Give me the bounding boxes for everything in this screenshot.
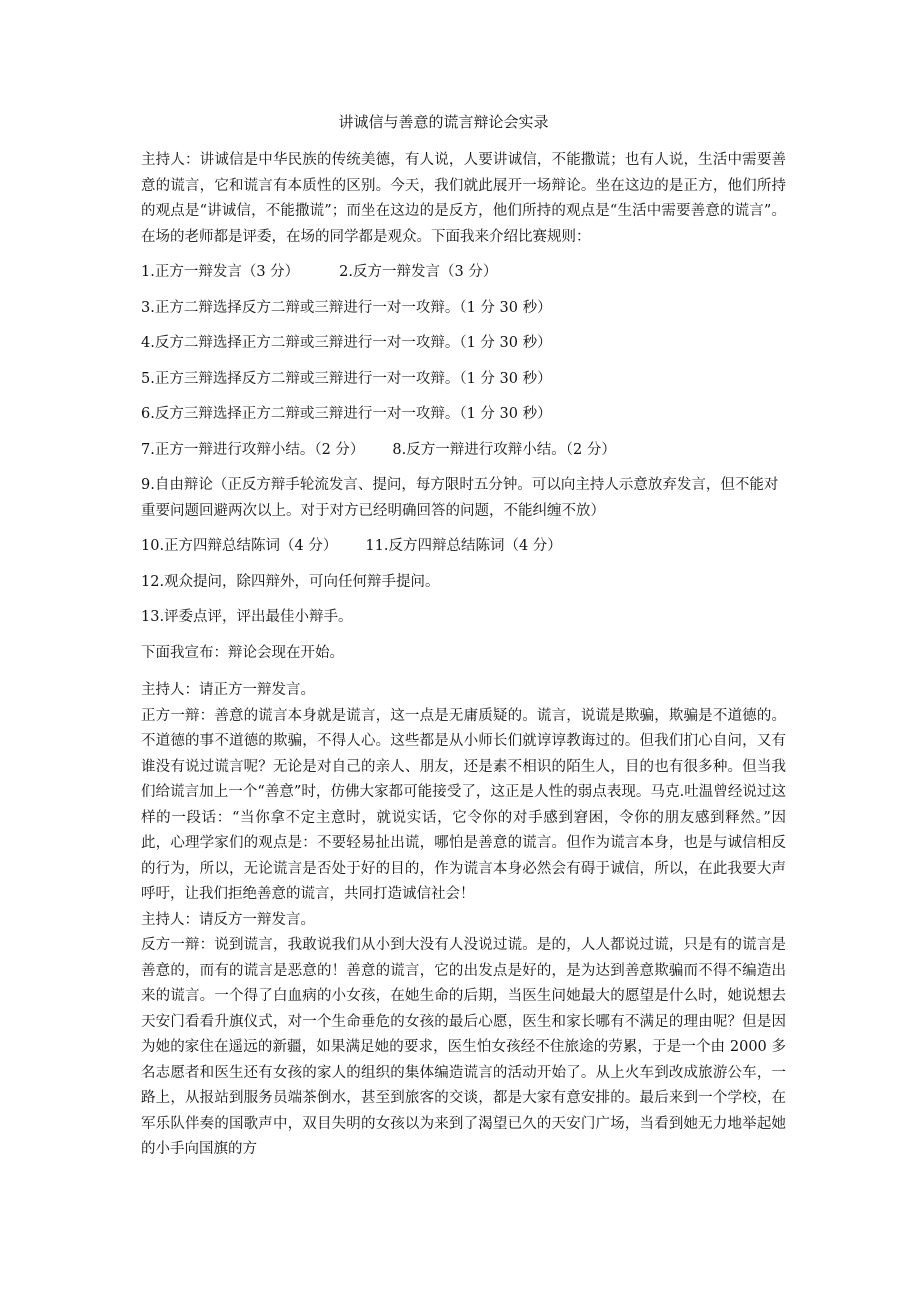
rule-1: 1.正方一辩发言（3 分） xyxy=(141,264,300,280)
rule-7: 7.正方一辩进行攻辩小结。（2 分） xyxy=(141,441,365,458)
debate-transcript xyxy=(141,678,786,1163)
rules-row-7-8 xyxy=(141,438,786,464)
host-call-con: 主持人：请反方一辩发言。 xyxy=(141,911,315,928)
rule-8: 8.反方一辩进行攻辩小结。（2 分） xyxy=(392,441,616,458)
rule-2: 2.反方一辩发言（3 分） xyxy=(339,264,498,280)
rules-row-10-11 xyxy=(141,534,786,560)
rule-4: 4.反方二辩选择正方二辩或三辩进行一对一攻辩。（1 分 30 秒） xyxy=(141,335,552,351)
rule-6: 6.反方三辩选择正方二辩或三辩进行一对一攻辩。（1 分 30 秒） xyxy=(141,406,552,422)
rule-10: 10.正方四辩总结陈词（4 分） xyxy=(141,538,338,554)
document-page xyxy=(141,112,786,1163)
rules-row-1-2 xyxy=(141,260,786,286)
pro-first-speech: 正方一辩：善意的谎言本身就是谎言，这一点是无庸质疑的。谎言，说谎是欺骗，欺骗是不道德的。不道德的事不道德的欺骗，不得人心。这些都是从小师长们就谆谆教诲过的。但我们扪心自问，又有谁没有说过谎言呢？无论是对自己的亲人、朋友，还是素不相识的陌生人，目的也有很多种。但当我们给谎言加上一个“善意”时，仿佛大家都可能接受了，这正是人性的弱点表现。马克.吐温曾经说过这样的一段话：“当你拿不定主意时，就说实话，它令你的对手感到窘困，令你的朋友感到释然。”因此，心理学家们的观点是：不要轻易扯出谎，哪怕是善意的谎言。但作为谎言本身，也是与诚信相反的行为，所以，无论谎言是否处于好的目的，作为谎言本身必然会有碍于诚信，所以，在此我要大声呼吁，让我们拒绝善意的谎言，共同打造诚信社会！ xyxy=(141,707,786,902)
rule-3: 3.正方二辩选择反方二辩或三辩进行一对一攻辩。（1 分 30 秒） xyxy=(141,299,552,316)
host-intro: 主持人：讲诚信是中华民族的传统美德，有人说，人要讲诚信，不能撒谎；也有人说，生活中需要善意的谎言，它和谎言有本质性的区别。今天，我们就此展开一场辩论。坐在这边的是正方，他们所持的观点是“讲诚信，不能撒谎”；而坐在这边的是反方，他们所持的观点是“生活中需要善意的谎言”。在场的老师都是评委，在场的同学都是观众。下面我来介绍比赛规则： xyxy=(141,152,786,245)
rule-11: 11.反方四辩总结陈词（4 分） xyxy=(365,538,562,554)
con-first-speech: 反方一辩：说到谎言，我敢说我们从小到大没有人没说过谎。是的，人人都说过谎，只是有的谎言是善意的，而有的谎言是恶意的！善意的谎言，它的出发点是好的，是为达到善意欺骗而不得不编造出来的谎言。一个得了白血病的小女孩，在她生命的后期，当医生问她最大的愿望是什么时，她说想去天安门看看升旗仪式，对一个生命垂危的女孩的最后心愿，医生和家长哪有不满足的理由呢？但是因为她的家住在遥远的新疆，如果满足她的要求，医生怕女孩经不住旅途的劳累，于是一个由 2000 多名志愿者和医生还有女孩的家人的组织的集体编造谎言的活动开始了。从上火车到改成旅游公车，一路上，从报站到服务员端茶倒水，甚至到旅客的交谈，都是大家有意安排的。最后来到一个学校，在军乐队伴奏的国歌声中，双目失明的女孩以为来到了渴望已久的天安门广场，当看到她无力地举起她的小手向国旗的方 xyxy=(141,937,786,1157)
announcement: 下面我宣布：辩论会现在开始。 xyxy=(141,644,344,661)
rule-13: 13.评委点评，评出最佳小辩手。 xyxy=(141,609,353,625)
rule-9: 9.自由辩论（正反方辩手轮流发言、提问，每方限时五分钟。可以向主持人示意放弃发言，但不能对重要问题回避两次以上。对于对方已经明确回答的问题，不能纠缠不放） xyxy=(141,477,779,519)
document-title: 讲诚信与善意的谎言辩论会实录 xyxy=(338,113,549,131)
host-call-pro: 主持人：请正方一辩发言。 xyxy=(141,682,315,698)
rule-5: 5.正方三辩选择反方二辩或三辩进行一对一攻辩。（1 分 30 秒） xyxy=(141,370,552,387)
rule-12: 12.观众提问，除四辩外，可向任何辩手提问。 xyxy=(141,573,440,590)
